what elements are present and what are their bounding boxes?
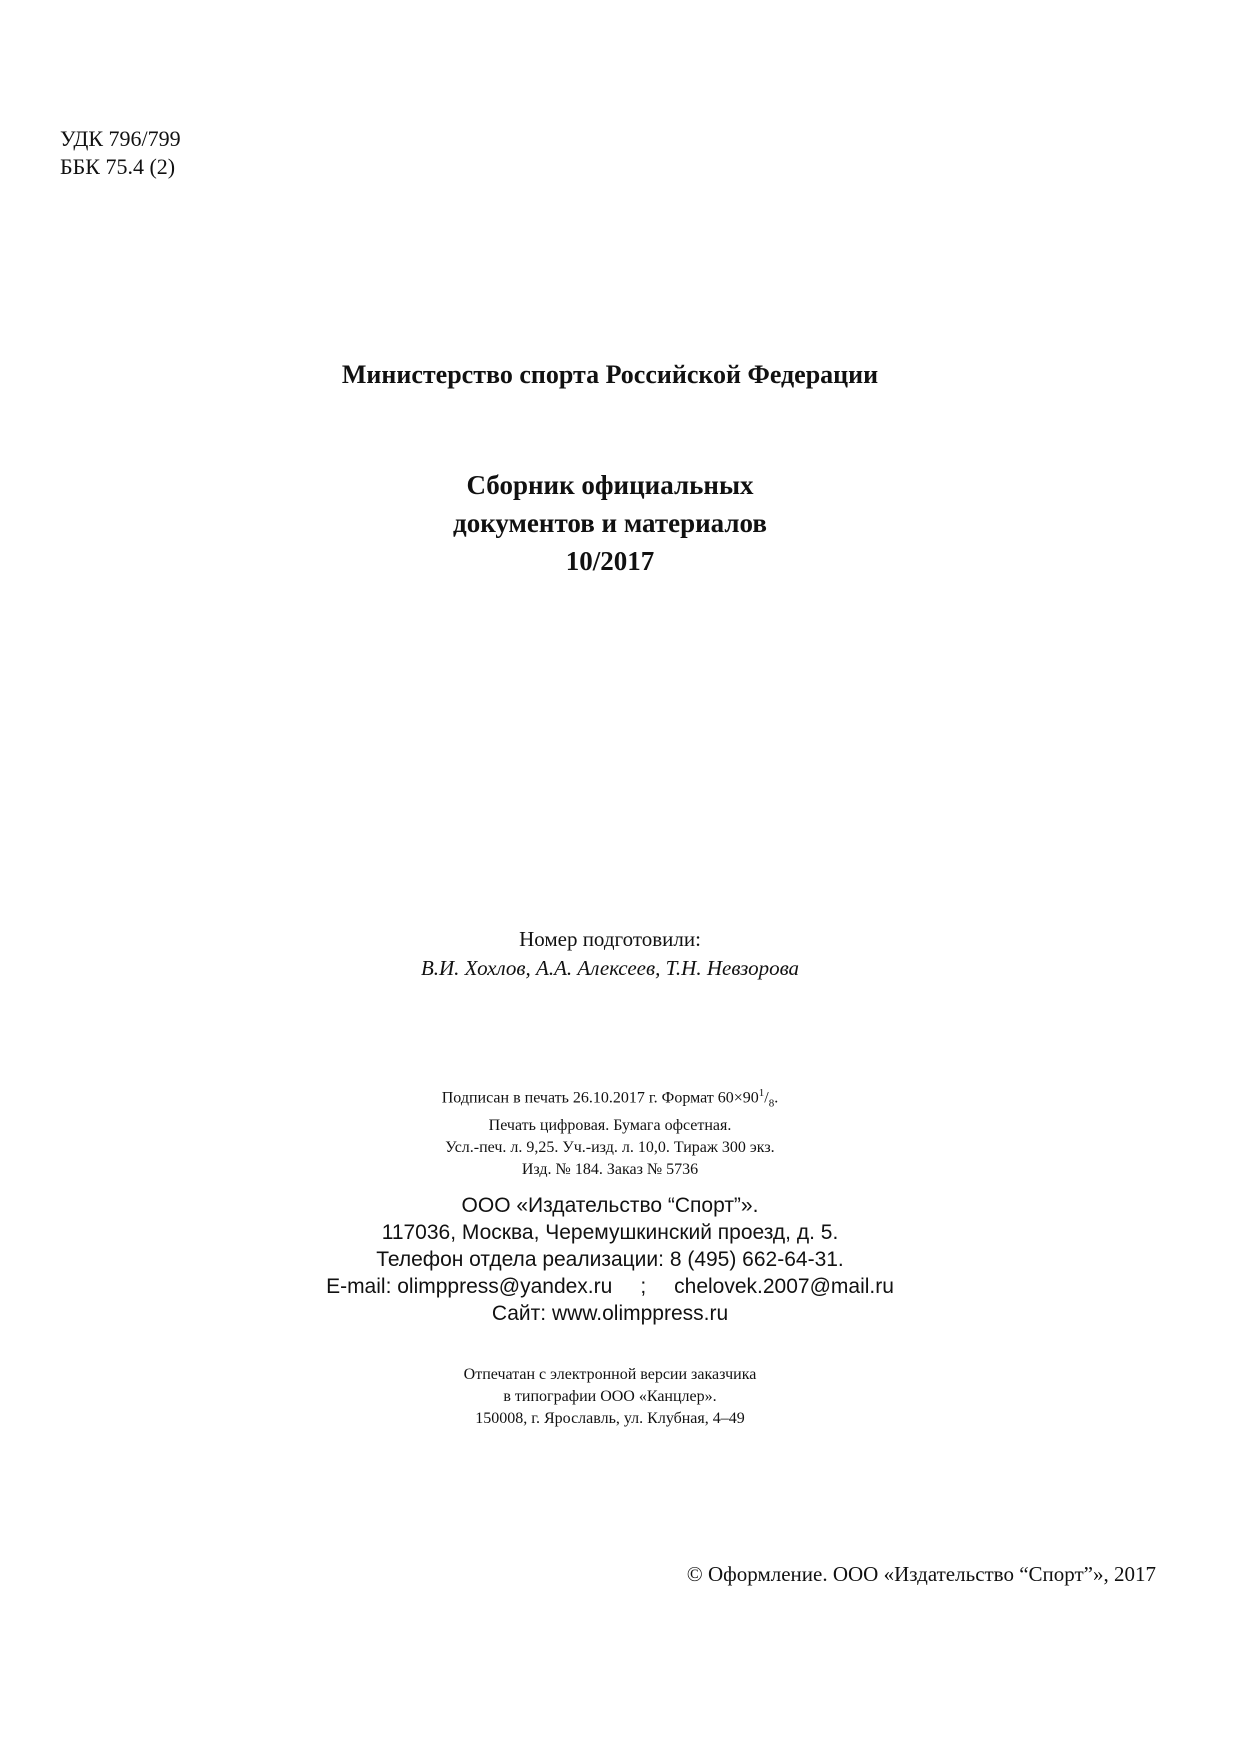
- publisher-site: Сайт: www.olimppress.ru: [491, 1302, 729, 1325]
- publisher-address: 117036, Москва, Черемушкинский проезд, д. 5.: [381, 1221, 839, 1244]
- printed-line-3: 150008, г. Ярославль, ул. Клубная, 4–49: [475, 1410, 745, 1427]
- imprint-line-4: Изд. № 184. Заказ № 5736: [521, 1160, 699, 1178]
- prepared-names: В.И. Хохлов, А.А. Алексеев, Т.Н. Невзорова: [420, 956, 800, 980]
- collection-title: [0, 466, 1220, 580]
- printed-by-block: [0, 1364, 1220, 1430]
- ministry-heading: Министерство спорта Российской Федерации: [341, 360, 879, 389]
- publisher-block: [0, 1192, 1220, 1327]
- prepared-by-block: [0, 925, 1220, 983]
- imprint-line-1-end: .: [774, 1089, 779, 1107]
- publisher-email-2: chelovek.2007@mail.ru: [674, 1275, 894, 1298]
- title-line-1: Сборник официальных: [466, 470, 754, 500]
- email-separator: ;: [640, 1275, 647, 1298]
- title-issue: 10/2017: [565, 546, 655, 576]
- format-fraction-slash: /: [764, 1089, 769, 1107]
- publisher-name: ООО «Издательство “Спорт”».: [461, 1194, 759, 1217]
- copyright-notice: © Оформление. ООО «Издательство “Спорт”», 2017: [686, 1562, 1156, 1586]
- classification-block: [60, 125, 181, 181]
- format-fraction-numerator: 1: [758, 1087, 765, 1099]
- imprint-block: [0, 1082, 1220, 1181]
- imprint-line-1: [0, 1082, 1220, 1115]
- publisher-email-line: [0, 1273, 1220, 1300]
- publisher-email-1: E-mail: olimppress@yandex.ru: [326, 1275, 613, 1298]
- publisher-phone: Телефон отдела реализации: 8 (495) 662-64-31.: [376, 1248, 844, 1271]
- printed-line-1: Отпечатан с электронной версии заказчика: [463, 1366, 757, 1383]
- bbk-code: ББК 75.4 (2): [60, 154, 176, 179]
- format-fraction-denominator: 8: [768, 1097, 775, 1110]
- imprint-format: Подписан в печать 26.10.2017 г. Формат 60×90: [441, 1089, 759, 1107]
- udk-code: УДК 796/799: [60, 126, 181, 151]
- printed-line-2: в типографии ООО «Канцлер».: [503, 1388, 717, 1405]
- imprint-line-2: Печать цифровая. Бумага офсетная.: [488, 1116, 732, 1134]
- imprint-line-3: Усл.-печ. л. 9,25. Уч.-изд. л. 10,0. Тираж 300 экз.: [445, 1138, 775, 1156]
- prepared-label: Номер подготовили:: [519, 927, 701, 951]
- title-line-2: документов и материалов: [453, 508, 767, 538]
